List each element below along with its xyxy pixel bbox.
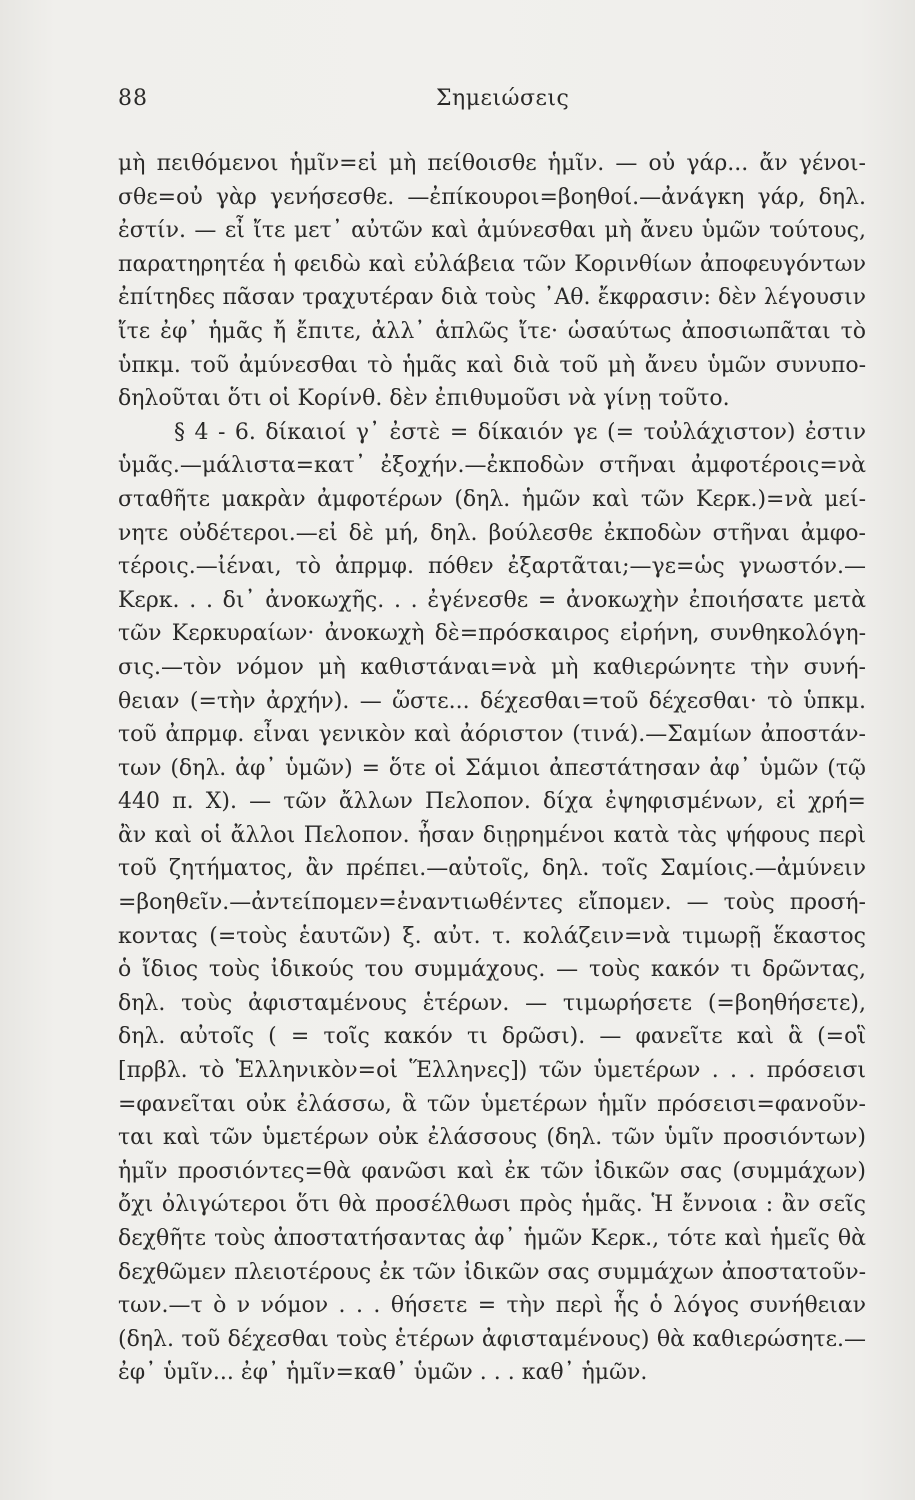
text-line: μὴ πειθόμενοι ἡμῖν=εἰ μὴ πείθοισθε ἡμῖν. — οὐ γάρ... ἄν γένοι- — [118, 151, 866, 176]
text-line: δηλ. αὐτοῖς ( = τοῖς κακόν τι δρῶσι). — φανεῖτε καὶ ἃ (=οἳ — [118, 1024, 866, 1050]
text-line: κοντας (=τοὺς ἑαυτῶν) ξ. αὐτ. τ. κολάζειν=νὰ τιμωρῇ ἕκαστος — [118, 923, 866, 949]
text-line: ἐφ᾽ ὑμῖν... ἐφ᾽ ἡμῖν=καθ᾽ ὑμῶν . . . καθ᾽ ἡμῶν. — [118, 1360, 648, 1386]
text-line: ὑμᾶς.—μάλιστα=κατ᾽ ἐξοχήν.—ἐκποδὼν στῆναι ἀμφοτέροις=νὰ — [118, 453, 866, 479]
text-line: ἡμῖν προσιόντες=θὰ φανῶσι καὶ ἐκ τῶν ἰδικῶν σας (συμμάχων) — [118, 1158, 866, 1184]
text-line: ὄχι ὀλιγώτεροι ὅτι θὰ προσέλθωσι πρὸς ἡμᾶς. Ἡ ἔννοια : ἂν σεῖς — [118, 1192, 866, 1218]
section-start-line: § 4 - 6. δίκαιοί γ᾽ ἐστὲ = δίκαιόν γε (= τοὐλάχιστον) ἐστιν — [174, 419, 866, 445]
text-line: (δηλ. τοῦ δέχεσθαι τοὺς ἑτέρων ἀφισταμένους) θὰ καθιερώσητε.— — [118, 1326, 866, 1352]
text-line: παρατηρητέα ἡ φειδὼ καὶ εὐλάβεια τῶν Κορινθίων ἀποφευγόντων — [118, 251, 866, 277]
text-line: δεχθῶμεν πλειοτέρους ἐκ τῶν ἰδικῶν σας συμμάχων ἀποστατοῦν- — [118, 1259, 866, 1285]
text-line: [πρβλ. τὸ Ἑλληνικὸν=οἱ Ἕλληνες]) τῶν ὑμετέρων . . . πρόσεισι — [118, 1058, 866, 1084]
text-line: τῶν Κερκυραίων· ἀνοκωχὴ δὲ=πρόσκαιρος εἰρήνη, συνθηκολόγη- — [118, 621, 866, 647]
text-line: Κερκ. . . δι᾽ ἀνοκωχῆς. . . ἐγένεσθε = ἀνοκωχὴν ἐποιήσατε μετὰ — [118, 587, 866, 613]
running-head: Σημειώσεις — [436, 86, 570, 111]
text-line: τοῦ ζητήματος, ἂν πρέπει.—αὐτοῖς, δηλ. τοῖς Σαμίοις.—ἀμύνειν — [118, 856, 866, 882]
notes-body — [118, 147, 866, 1390]
text-line: δηλ. τοὺς ἀφισταμένους ἑτέρων. — τιμωρήσετε (=βοηθήσετε), — [118, 990, 866, 1016]
text-line: σταθῆτε μακρὰν ἀμφοτέρων (δηλ. ἡμῶν καὶ τῶν Κερκ.)=νὰ μεί- — [118, 486, 866, 512]
text-line: ἂν καὶ οἱ ἄλλοι Πελοπον. ἦσαν διῃρημένοι κατὰ τὰς ψήφους περὶ — [118, 822, 866, 848]
text-line: τοῦ ἀπρμφ. εἶναι γενικὸν καὶ ἀόριστον (τινά).—Σαμίων ἀποστάν- — [118, 722, 866, 748]
text-line: ἐστίν. — εἶ ἴτε μετ᾽ αὐτῶν καὶ ἀμύνεσθαι μὴ ἄνευ ὑμῶν τούτους, — [118, 218, 866, 244]
text-line: =φανεῖται οὐκ ἐλάσσω, ἃ τῶν ὑμετέρων ἡμῖν πρόσεισι=φανοῦν- — [118, 1091, 866, 1117]
text-line: ὑπκμ. τοῦ ἀμύνεσθαι τὸ ἡμᾶς καὶ διὰ τοῦ μὴ ἄνευ ὑμῶν συνυπο- — [118, 352, 866, 378]
text-line: των (δηλ. ἀφ᾽ ὑμῶν) = ὅτε οἱ Σάμιοι ἀπεστάτησαν ἀφ᾽ ὑμῶν (τῷ — [118, 755, 866, 781]
text-line: δεχθῆτε τοὺς ἀποστατήσαντας ἀφ᾽ ἡμῶν Κερκ., τότε καὶ ἡμεῖς θὰ — [118, 1226, 866, 1251]
text-line: σθε=οὐ γὰρ γενήσεσθε. —ἐπίκουροι=βοηθοί.—ἀνάγκη γάρ, δηλ. — [118, 184, 866, 210]
text-line: ἐπίτηδες πᾶσαν τραχυτέραν διὰ τοὺς ᾿Αθ. ἔκφρασιν: δὲν λέγουσιν — [118, 285, 866, 311]
text-line: των.—τ ὸ ν νόμον . . . θήσετε = τὴν περὶ ἧς ὁ λόγος συνήθειαν — [118, 1293, 866, 1319]
page-header — [118, 86, 866, 126]
page-number: 88 — [118, 86, 148, 111]
text-line: 440 π. Χ). — τῶν ἄλλων Πελοπον. δίχα ἐψηφισμένων, εἰ χρή= — [118, 789, 866, 815]
text-line: ἴτε ἐφ᾽ ἡμᾶς ἤ ἔπιτε, ἀλλ᾽ ἁπλῶς ἴτε· ὡσαύτως ἀποσιωπᾶται τὸ — [118, 318, 866, 344]
text-line: ὁ ἴδιος τοὺς ἰδικούς του συμμάχους. — τοὺς κακόν τι δρῶντας, — [118, 957, 866, 983]
text-line: σις.—τὸν νόμον μὴ καθιστάναι=νὰ μὴ καθιερώνητε τὴν συνή- — [118, 654, 866, 680]
text-line: νητε οὐδέτεροι.—εἰ δὲ μή, δηλ. βούλεσθε ἐκποδὼν στῆναι ἀμφο- — [118, 520, 866, 546]
text-line: τέροις.—ἰέναι, τὸ ἀπρμφ. πόθεν ἐξαρτᾶται;—γε=ὡς γνωστόν.— — [118, 554, 866, 580]
text-line: θειαν (=τὴν ἀρχήν). — ὥστε... δέχεσθαι=τοῦ δέχεσθαι· τὸ ὑπκμ. — [118, 688, 866, 714]
text-line: =βοηθεῖν.—ἀντείπομεν=ἐναντιωθέντες εἴπομεν. — τοὺς προσή- — [118, 890, 866, 916]
text-line: δηλοῦται ὅτι οἱ Κορίνθ. δὲν ἐπιθυμοῦσι νὰ γίνῃ τοῦτο. — [118, 386, 730, 412]
text-line: ται καὶ τῶν ὑμετέρων οὐκ ἐλάσσους (δηλ. τῶν ὑμῖν προσιόντων) — [118, 1125, 866, 1151]
